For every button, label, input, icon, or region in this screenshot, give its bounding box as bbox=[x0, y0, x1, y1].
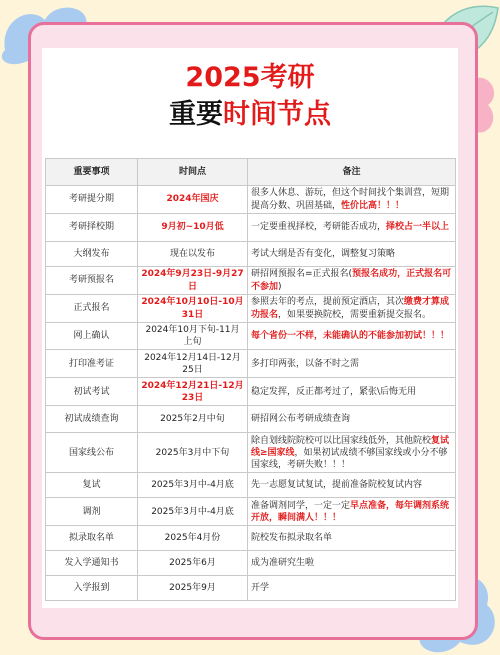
note-text: 先一志愿复试复试，提前准备院校复试内容 bbox=[251, 480, 423, 491]
table-row bbox=[46, 186, 456, 214]
row-item: 大纲发布 bbox=[46, 242, 138, 267]
row-note bbox=[248, 576, 456, 601]
note-text: 缴费才算成功报名 bbox=[251, 297, 450, 320]
row-item: 发入学通知书 bbox=[46, 551, 138, 576]
row-time: 9月初~10月低 bbox=[138, 214, 248, 242]
row-item: 初试成绩查询 bbox=[46, 406, 138, 433]
note-text: 除自划线院院校可以比国家线低外，其他院校 bbox=[251, 435, 432, 446]
row-item: 考研预报名 bbox=[46, 267, 138, 295]
title-line-2 bbox=[42, 99, 458, 130]
row-time: 2025年4月份 bbox=[138, 526, 248, 551]
header-time: 时间点 bbox=[138, 159, 248, 186]
table-row bbox=[46, 526, 456, 551]
table-row bbox=[46, 433, 456, 473]
row-item: 网上确认 bbox=[46, 323, 138, 350]
table-row bbox=[46, 295, 456, 323]
row-note bbox=[248, 406, 456, 433]
row-note bbox=[248, 378, 456, 406]
note-text: 开学 bbox=[251, 583, 270, 594]
title-prefix: 重要 bbox=[169, 99, 223, 131]
row-time: 现在以发布 bbox=[138, 242, 248, 267]
row-time: 2024年9月23日-9月27日 bbox=[138, 267, 248, 295]
row-item: 初试考试 bbox=[46, 378, 138, 406]
row-time: 2024年10月10日-10月31日 bbox=[138, 295, 248, 323]
note-text: 研招网公布考研成绩查询 bbox=[251, 414, 351, 425]
table-row bbox=[46, 350, 456, 378]
row-item: 考研择校期 bbox=[46, 214, 138, 242]
note-text: 择校占一半以上 bbox=[386, 222, 450, 233]
table-row bbox=[46, 576, 456, 601]
row-time: 2025年6月 bbox=[138, 551, 248, 576]
row-item: 调剂 bbox=[46, 498, 138, 526]
row-note bbox=[248, 473, 456, 498]
note-text: 多打印两张，以备不时之需 bbox=[251, 358, 360, 369]
row-item: 复试 bbox=[46, 473, 138, 498]
header-item: 重要事项 bbox=[46, 159, 138, 186]
row-note bbox=[248, 323, 456, 350]
title-highlight: 时间节点 bbox=[223, 99, 331, 131]
row-note bbox=[248, 551, 456, 576]
row-time: 2025年3月中-4月底 bbox=[138, 473, 248, 498]
row-note bbox=[248, 267, 456, 295]
table-row bbox=[46, 551, 456, 576]
row-note bbox=[248, 214, 456, 242]
note-text: 很多人休息、游玩，但这个时间找个集训营，短期提高分数、巩固基础， bbox=[251, 188, 450, 211]
row-time: 2024年10月下旬-11月上旬 bbox=[138, 323, 248, 350]
content-card bbox=[42, 48, 458, 608]
table-row bbox=[46, 267, 456, 295]
table-row bbox=[46, 242, 456, 267]
row-item: 拟录取名单 bbox=[46, 526, 138, 551]
note-text: 成为准研究生啦 bbox=[251, 558, 315, 569]
row-time: 2025年3月中下旬 bbox=[138, 433, 248, 473]
row-note bbox=[248, 526, 456, 551]
note-text: 参照去年的考点，提前预定酒店，其次 bbox=[251, 297, 405, 308]
row-time: 2025年3月中-4月底 bbox=[138, 498, 248, 526]
row-note bbox=[248, 186, 456, 214]
table-row bbox=[46, 323, 456, 350]
row-item: 考研提分期 bbox=[46, 186, 138, 214]
table-row bbox=[46, 378, 456, 406]
row-time: 2024年国庆 bbox=[138, 186, 248, 214]
row-time: 2024年12月21日-12月23日 bbox=[138, 378, 248, 406]
note-text: 每个省份一不样，未能确认的不能参加初试！！！ bbox=[251, 331, 450, 342]
note-text: 考试大纲是否有变化，调整复习策略 bbox=[251, 248, 396, 259]
row-item: 入学报到 bbox=[46, 576, 138, 601]
row-time: 2025年2月中旬 bbox=[138, 406, 248, 433]
row-note bbox=[248, 433, 456, 473]
table-row bbox=[46, 214, 456, 242]
table-header-row bbox=[46, 159, 456, 186]
row-item: 正式报名 bbox=[46, 295, 138, 323]
table-row bbox=[46, 498, 456, 526]
note-text: ，如果要换院校，需要重新提交报名。 bbox=[278, 309, 432, 320]
note-text: 早点准备，每年调剂系统开放，瞬间满人！！！ bbox=[251, 500, 450, 523]
title-line-1: 2025考研 bbox=[185, 62, 315, 93]
note-text: 稳定发挥，反正都考过了，紧张\后悔无用 bbox=[251, 386, 417, 397]
row-item: 国家线公布 bbox=[46, 433, 138, 473]
row-item: 打印准考证 bbox=[46, 350, 138, 378]
note-text: ) bbox=[278, 281, 282, 292]
note-text: 研招网预报名=正式报名( bbox=[251, 269, 353, 280]
note-text: 预报名成功，正式报名可不参加 bbox=[251, 269, 452, 292]
table-row bbox=[46, 406, 456, 433]
table-row bbox=[46, 473, 456, 498]
row-note bbox=[248, 242, 456, 267]
row-note bbox=[248, 350, 456, 378]
row-time: 2024年12月14日-12月25日 bbox=[138, 350, 248, 378]
note-text: 一定要重视择校，考研能否成功， bbox=[251, 222, 387, 233]
row-note bbox=[248, 295, 456, 323]
header-note: 备注 bbox=[248, 159, 456, 186]
note-text: 院校发布拟录取名单 bbox=[251, 533, 333, 544]
schedule-table bbox=[45, 158, 456, 601]
note-text: 性价比高！！！ bbox=[341, 200, 405, 211]
note-text: 复试线≥国家线 bbox=[251, 435, 450, 458]
note-text: 准备调剂同学，一定一定 bbox=[251, 500, 351, 511]
note-text: ，如果初试成绩不够国家线或小分不够国家线，考研失败！！！ bbox=[251, 447, 448, 470]
row-note bbox=[248, 498, 456, 526]
row-time: 2025年9月 bbox=[138, 576, 248, 601]
